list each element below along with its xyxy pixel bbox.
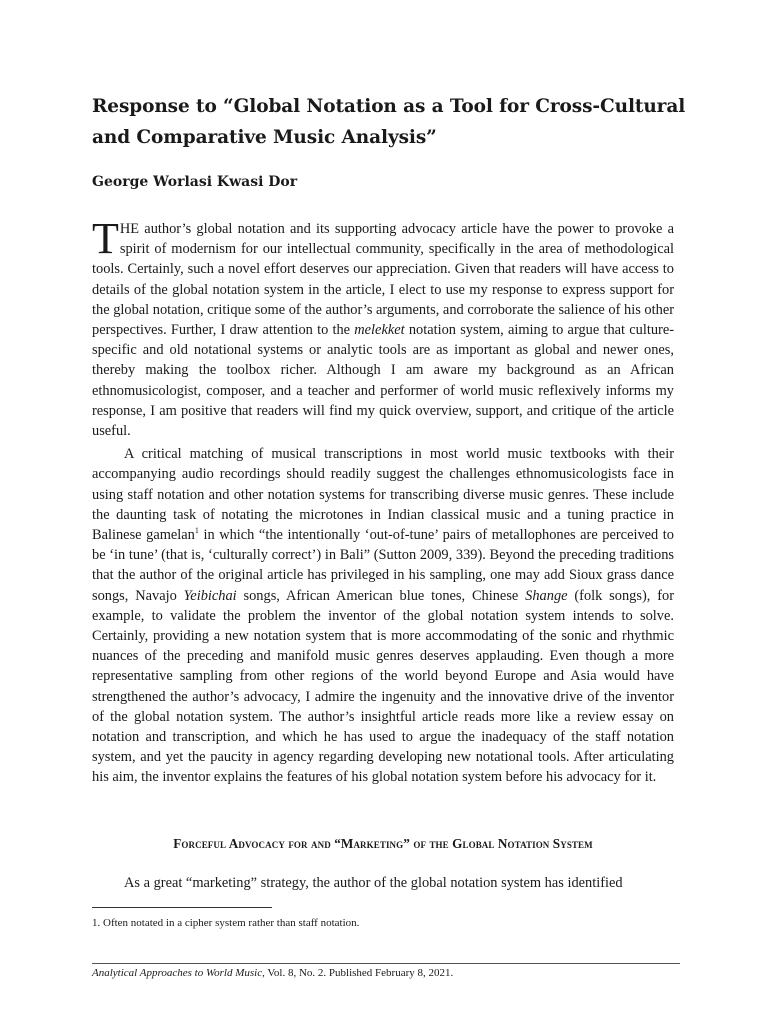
page-footer: [92, 967, 453, 979]
section-heading: Forceful Advocacy for and “Marketing” of the Global Notation System: [173, 836, 593, 851]
footnote-divider: [92, 907, 272, 908]
footnote: 1. Often notated in a cipher system rather than staff notation.: [92, 917, 360, 929]
drop-cap: T: [92, 214, 119, 263]
article-body: [92, 214, 675, 788]
journal-name: Analytical Approaches to World Music: [92, 967, 263, 979]
author-name: George Worlasi Kwasi Dor: [92, 174, 298, 190]
paragraph-3: As a great “marketing” strategy, the author of the global notation system has identified: [124, 875, 623, 891]
article-title: Response to “Global Notation as a Tool for Cross-Cultural and Comparative Music Analysis”: [92, 96, 686, 148]
paragraph-1: THE author’s global notation and its supporting advocacy article have the power to provoke a spirit of modernism for our intellectual community, specifically in the area of methodological tools. Certainly, such a novel effort deserves our appreciation. Given that readers will have access to details of the global notation system in the article, I elect to use my response to express support for the global notation, critique some of the author’s arguments, and corroborate the salience of his other perspectives. Further, I draw attention to the melekket notation system, aiming to argue that culture-specific and old notational systems or analytic tools are as important as global and newer ones, thereby making the toolbox richer. Although I am aware my background as an African ethnomusicologist, composer, and a teacher and performer of world music reflexively informs my response, I am positive that readers will find my quick overview, support, and critique of the article useful.: [92, 214, 675, 440]
paragraph-2: A critical matching of musical transcriptions in most world music textbooks with their accompanying audio recordings should readily suggest the challenges ethnomusicologists face in using staff notation and other notation systems for transcribing diverse music genres. These include the daunting task of notating the microtones in Indian classical music and a tuning practice in Balinese gamelan$^1$ in which “the intentionally ‘out-of-tune’ pairs of metallophones are perceived to be ‘in tune’ (that is, ‘culturally correct’) in Bali” (Sutton 2009, 339). Beyond the preceding traditions that the author of the original article has privileged in his sampling, one may add Sioux grass dance songs, Navajo Yeibichai songs, African American blue tones, Chinese Shange (folk songs), for example, to validate the problem the inventor of the global notation system intends to solve. Certainly, providing a new notation system that is more accommodating of the sonic and rhythmic nuances of the preceding and manifold music genres deserves applauding. Even though a more representative sampling from other regions of the world beyond Europe and Asia would have strengthened the author’s advocacy, I admire the ingenuity and the innovative drive of the inventor of the global notation system. The author’s insightful article reads more like a review essay on notation and transcription, and which he has used to argue the inadequacy of the staff notation system, and yet the paucity in agency regarding developing new notational tools. After articulating his aim, the inventor explains the features of his global notation system before his advocacy for it.: [92, 446, 674, 786]
footnote-ref[interactable]: 1: [194, 526, 199, 536]
footer-divider: [92, 963, 680, 964]
publication-info: , Vol. 8, No. 2. Published February 8, 2021.: [262, 967, 454, 979]
